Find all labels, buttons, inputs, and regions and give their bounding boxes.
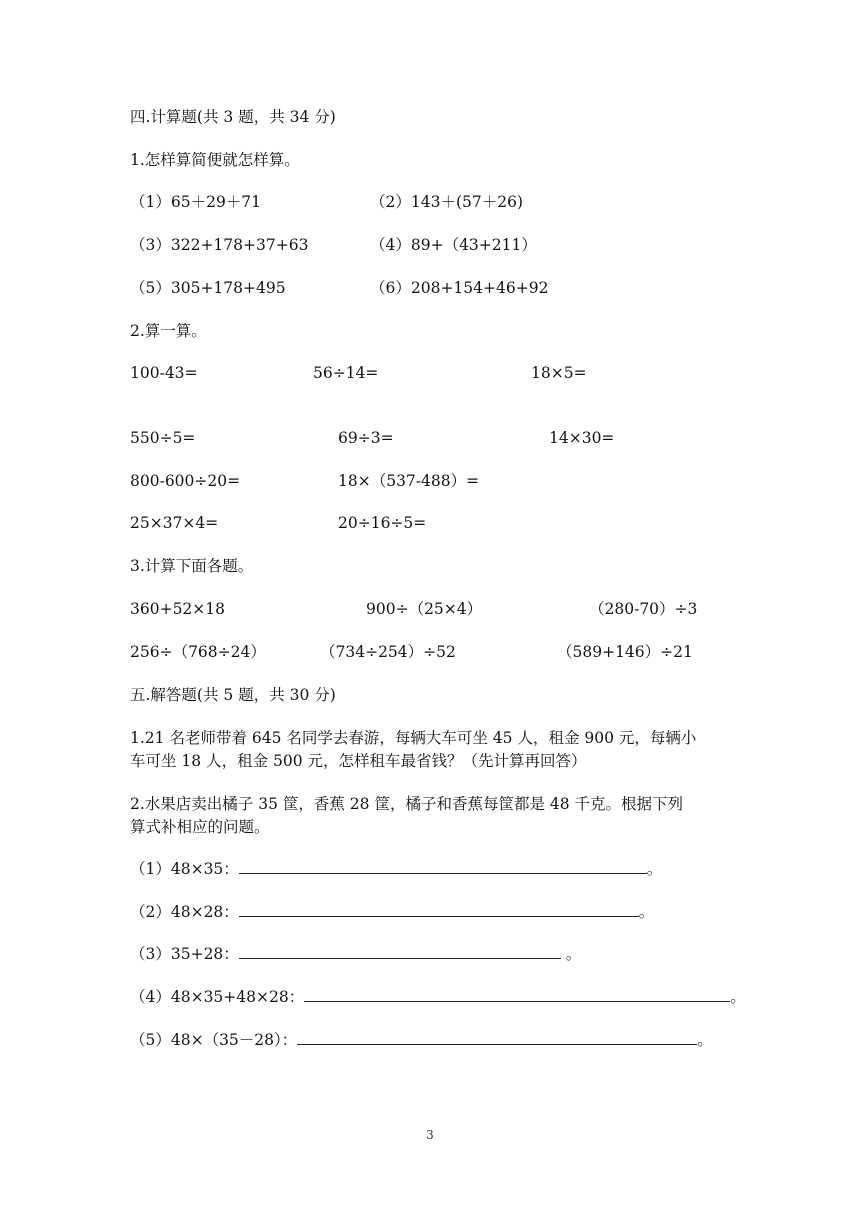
s5-q2-line1: 2.水果店卖出橘子 35 筐，香蕉 28 筐，橘子和香蕉每筐都是 48 千克。根据下列 [130, 795, 684, 813]
q3-item-1: 360+52×18 [130, 600, 226, 618]
page-number: 3 [426, 1128, 434, 1142]
q2-item-6: 14×30= [549, 429, 615, 447]
s5-q2-sub-1 [130, 858, 662, 880]
q1-item-6: （6）208+154+46+92 [370, 279, 549, 297]
s5-q2-line2: 算式补相应的问题。 [130, 818, 270, 836]
q3-title: 3.计算下面各题。 [130, 557, 254, 575]
q3-item-4: 256÷（768÷24） [130, 643, 266, 661]
s5-q1-line1: 1.21 名老师带着 645 名同学去春游，每辆大车可坐 45 人，租金 900 元，每辆小 [130, 729, 697, 747]
sub-label: （1）48×35： [130, 860, 239, 878]
q1-item-5: （5）305+178+495 [130, 279, 286, 297]
q2-item-7: 800-600÷20= [130, 472, 241, 490]
sub-label: （4）48×35+48×28： [130, 988, 305, 1006]
answer-blank[interactable] [297, 1030, 697, 1045]
q2-item-8: 18×（537-488）= [338, 472, 480, 490]
q1-item-4: （4）89+（43+211） [370, 236, 537, 254]
sub-label: （5）48×（35－28）： [130, 1031, 298, 1049]
s5-q2-sub-3 [130, 943, 581, 965]
q2-item-5: 69÷3= [338, 429, 394, 447]
q2-item-9: 25×37×4= [130, 514, 219, 532]
s5-q2-sub-4 [130, 986, 746, 1008]
sub-label: （2）48×28： [130, 903, 239, 921]
q3-item-2: 900÷（25×4） [366, 600, 483, 618]
sub-end: 。 [697, 1031, 713, 1049]
answer-blank[interactable] [304, 987, 730, 1002]
s5-q1-line2: 车可坐 18 人，租金 500 元，怎样租车最省钱？（先计算再回答） [130, 752, 587, 770]
q1-item-1: （1）65＋29＋71 [130, 193, 262, 211]
q3-item-6: （589+146）÷21 [557, 643, 693, 661]
sub-end: 。 [638, 903, 655, 921]
q1-title: 1.怎样算简便就怎样算。 [130, 151, 300, 169]
q2-item-2: 56÷14= [313, 364, 379, 382]
sub-end: 。 [646, 860, 663, 878]
answer-blank[interactable] [239, 859, 647, 874]
q2-item-10: 20÷16÷5= [338, 514, 427, 532]
q2-title: 2.算一算。 [130, 322, 207, 340]
s5-q2-sub-2 [130, 901, 654, 923]
answer-blank[interactable] [239, 902, 639, 917]
sub-end: 。 [730, 988, 746, 1006]
q1-item-2: （2）143＋(57＋26) [370, 193, 523, 211]
q2-item-1: 100-43= [130, 364, 198, 382]
q3-item-5: （734÷254）÷52 [320, 643, 456, 661]
section4-heading: 四.计算题(共 3 题，共 34 分) [130, 108, 336, 126]
q3-item-3: （280-70）÷3 [589, 600, 698, 618]
sub-label: （3）35+28： [130, 945, 239, 963]
sub-end: 。 [560, 945, 582, 963]
answer-blank[interactable] [239, 944, 561, 959]
q2-item-4: 550÷5= [130, 429, 196, 447]
section5-heading: 五.解答题(共 5 题，共 30 分) [130, 686, 336, 704]
q2-item-3: 18×5= [531, 364, 587, 382]
s5-q2-sub-5 [130, 1029, 713, 1051]
q1-item-3: （3）322+178+37+63 [130, 236, 309, 254]
